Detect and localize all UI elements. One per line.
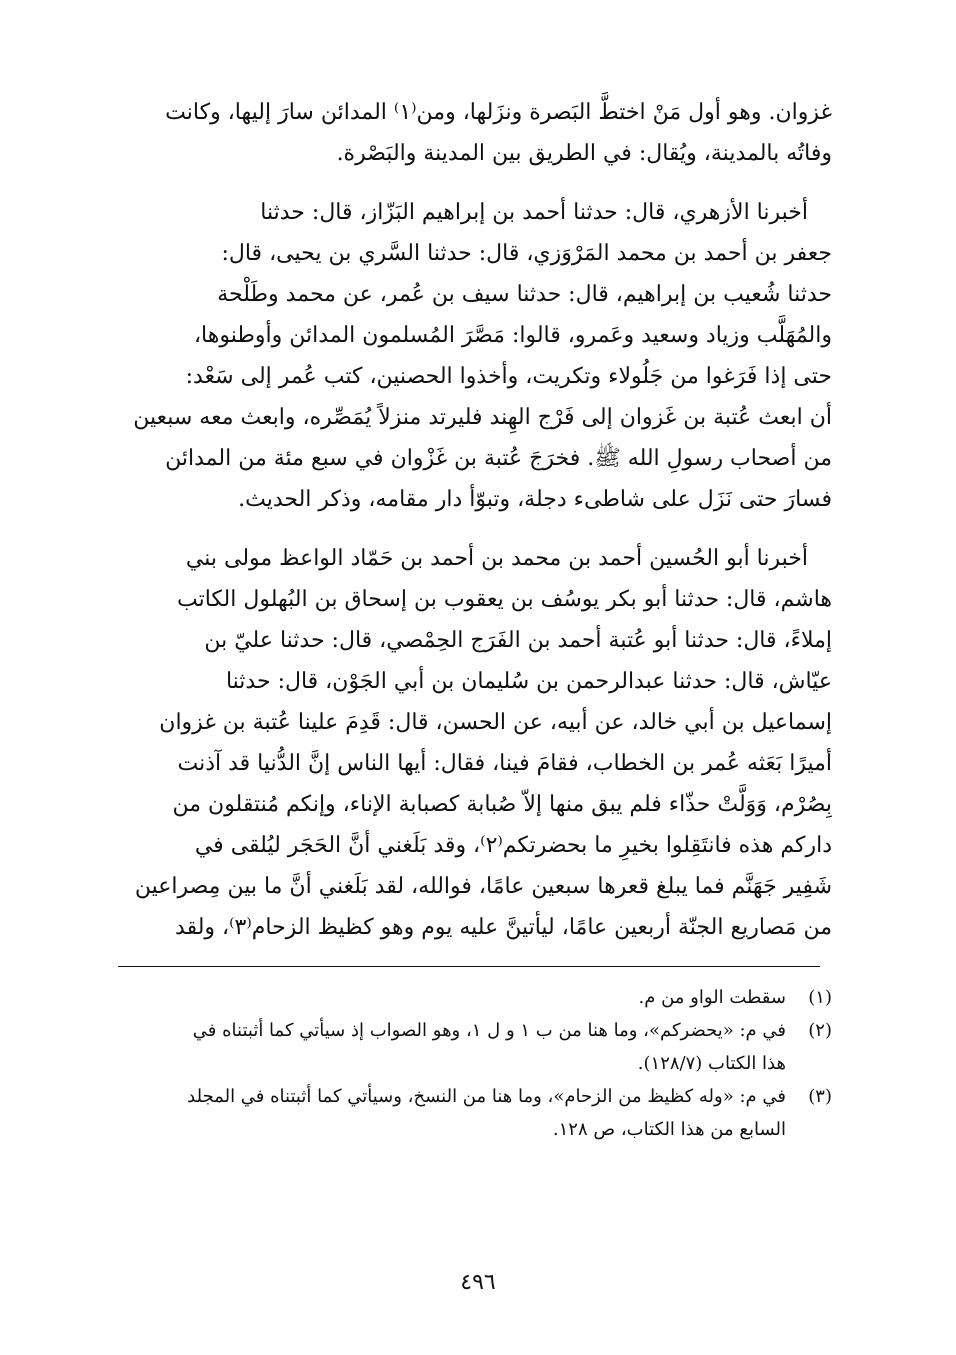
text-line: أخبرنا الأزهري، قال: حدثنا أحمد بن إبراهيم البَزّاز، قال: حدثنا xyxy=(260,200,808,225)
text-line: أن ابعث عُتبة بن غَزوان إلى فَرْج الهِند فليرتد منزلاً يُمَصِّره، وابعث معه سبعين xyxy=(133,405,832,430)
text-line: شَفِير جَهَنَّم فما يبلغ قعرها سبعين عامًا، فوالله، لقد بَلَغني أنَّ ما بين مِصراعين xyxy=(134,874,832,899)
text-line: إسماعيل بن أبي خالد، عن أبيه، عن الحسن، قال: قَدِمَ علينا عُتبة بن غزوان xyxy=(159,710,832,735)
text-line: أميرًا بَعَثه عُمر بن الخطاب، فقامَ فينا، فقال: أيها الناس إنَّ الدُّنيا قد آذنت xyxy=(177,751,832,776)
text-line: حتى إذا فَرَغوا من جَلُولاء وتكريت، وأخذوا الحصنين، كتب عُمر إلى سَعْد: xyxy=(185,364,832,389)
footnote-line: في م: «وله كظيظ من الزحام»، وما هنا من النسخ، وسيأتي كما أثبتناه في المجلد xyxy=(187,1086,786,1107)
footnote-line: سقطت الواو من م. xyxy=(638,987,786,1008)
text-line: والمُهَلَّب وزياد وسعيد وعَمرو، قالوا: مَصَّرَ المُسلمون المدائن وأوطنوها، xyxy=(193,323,832,348)
text-line: بِصُرْم، وَوَلَّتْ حذّاء فلم يبق منها إلاّ صُبابة كصبابة الإناء، وإنكم مُنتقلون من xyxy=(172,792,832,817)
footnote-number: (٣) xyxy=(808,1086,832,1107)
footnote-text xyxy=(118,1014,786,1080)
text-line: من مَصاريع الجنّة أربعين عامًا، ليأتينَّ عليه يوم وهو كظيظ الزحام⁽٣⁾، ولقد xyxy=(175,915,832,940)
page-body xyxy=(118,92,832,1146)
text-line: من أصحاب رسولِ الله ﷺ. فخرَجَ عُتبة بن غَزْوان في سبع مئة من المدائن xyxy=(165,446,832,471)
footnote-text xyxy=(118,1080,786,1146)
footnote-text xyxy=(118,981,786,1014)
text-line: فسارَ حتى نَزَل على شاطىء دجلة، وتبوّأ دار مقامه، وذكر الحديث. xyxy=(238,487,832,512)
text-line: عيّاش، قال: حدثنا عبدالرحمن بن سُليمان بن أبي الجَوْن، قال: حدثنا xyxy=(225,669,832,694)
text-line: غزوان. وهو أول مَنْ اختطَّ البَصرة ونزَلها، ومن⁽١⁾ المدائن سارَ إليها، وكانت xyxy=(165,100,832,125)
footnotes xyxy=(118,981,832,1146)
footnote-divider xyxy=(118,966,820,967)
text-line: أخبرنا أبو الحُسين أحمد بن محمد بن أحمد بن حَمّاد الواعظ مولى بني xyxy=(185,546,808,571)
text-line: حدثنا شُعيب بن إبراهيم، قال: حدثنا سيف بن عُمر، عن محمد وطَلْحة xyxy=(217,282,832,307)
footnote-line: في م: «يحضركم»، وما هنا من ب ١ و ل ١، وهو الصواب إذ سيأتي كما أثبتناه في xyxy=(192,1020,786,1041)
footnote-line: السابع من هذا الكتاب، ص ١٢٨. xyxy=(552,1119,786,1140)
paragraph-1 xyxy=(118,92,832,174)
footnote-2 xyxy=(118,1014,832,1080)
text-line: داركم هذه فانتَقِلوا بخيرِ ما بحضرتكم⁽٢⁾، وقد بَلَغني أنَّ الحَجَر ليُلقى في xyxy=(194,833,832,858)
footnote-1 xyxy=(118,981,832,1014)
footnote-number: (١) xyxy=(808,987,832,1008)
paragraph-3 xyxy=(118,538,832,948)
footnote-number: (٢) xyxy=(808,1020,832,1041)
page-number: ٤٩٦ xyxy=(460,1270,496,1295)
text-line: جعفر بن أحمد بن محمد المَرْوَزي، قال: حدثنا السَّري بن يحيى، قال: xyxy=(221,241,832,266)
text-line: وفاتُه بالمدينة، ويُقال: في الطريق بين المدينة والبَصْرة. xyxy=(336,141,832,166)
paragraph-2 xyxy=(118,192,832,520)
footnote-3 xyxy=(118,1080,832,1146)
footnote-line: هذا الكتاب (١٢٨/٧). xyxy=(637,1053,786,1074)
text-line: هاشم، قال: حدثنا أبو بكر يوسُف بن يعقوب بن إسحاق بن البُهلول الكاتب xyxy=(176,587,832,612)
text-line: إملاءً، قال: حدثنا أبو عُتبة أحمد بن الفَرَج الحِمْصي، قال: حدثنا عليّ بن xyxy=(204,628,832,653)
